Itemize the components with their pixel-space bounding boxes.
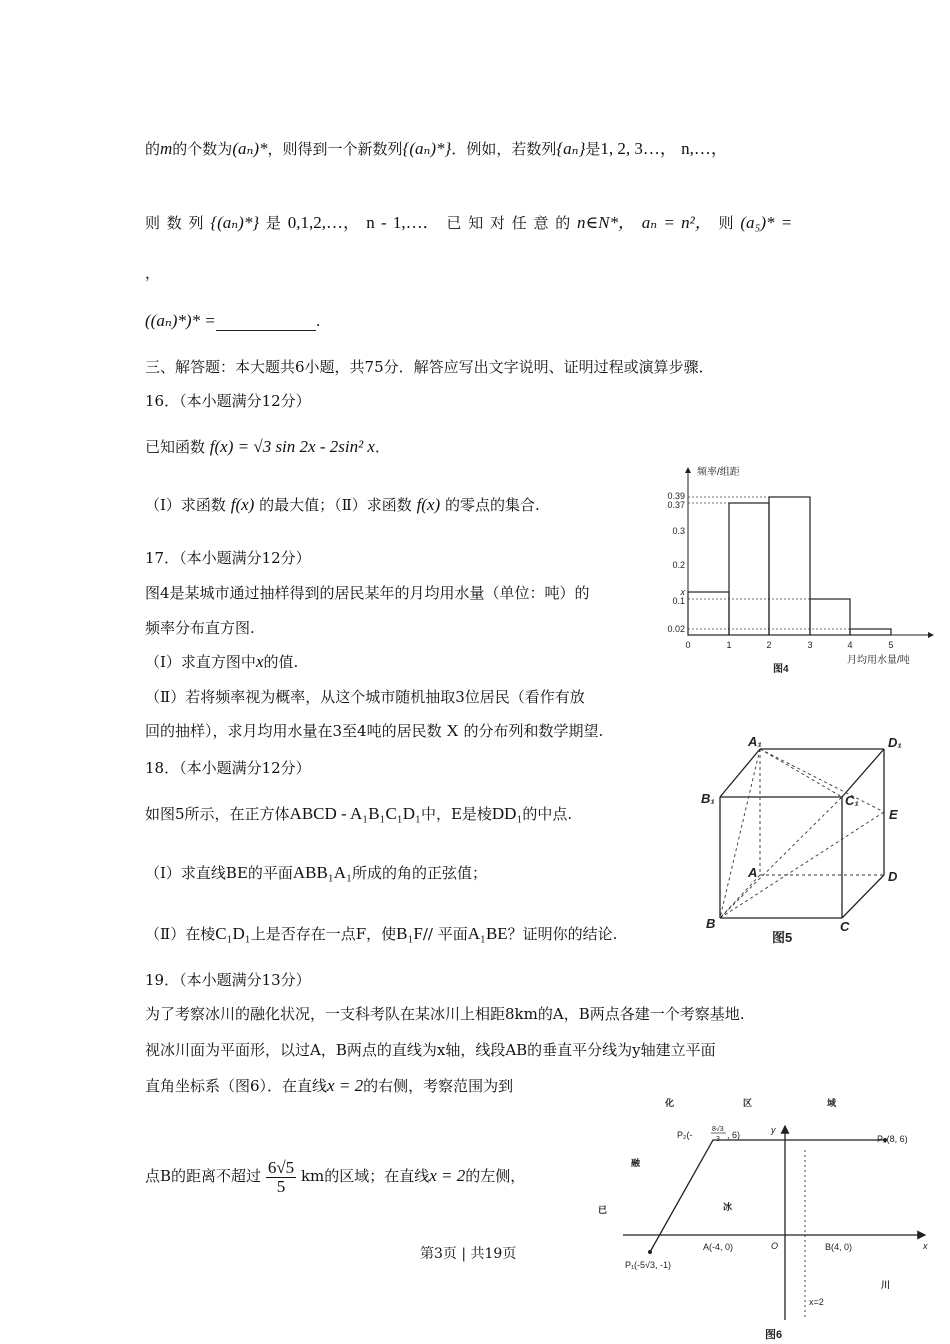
fig6-word: 已: [598, 1205, 608, 1215]
q17-part2-line2: [145, 721, 603, 741]
text: 的分布列和数学期望.: [463, 722, 604, 740]
fig4-xlabel: 月均用水量/吨: [847, 655, 910, 666]
fig6-word: 冰: [723, 1202, 733, 1212]
math: x: [255, 652, 264, 671]
text: ．: [374, 438, 390, 456]
fig6-label-p2-den: 3: [716, 1136, 720, 1143]
math: x = 2: [429, 1166, 466, 1185]
fig4-bar-4-5: [850, 629, 891, 635]
fig4-bar-1-2: [729, 503, 769, 635]
math: (a₅)* =: [740, 213, 793, 232]
label-d: D: [888, 869, 898, 884]
q19-line2: 视冰川面为平面形，以过A，B两点的直线为x轴，线段AB的垂直平分线为y轴建立平面: [145, 1041, 716, 1059]
text: // 平面: [422, 925, 468, 943]
fig6-word: 域: [827, 1098, 837, 1108]
answer-blank[interactable]: [216, 314, 316, 331]
math: {aₙ}: [556, 139, 586, 158]
fig4-bar-3-4: [810, 599, 850, 635]
label-e: E: [889, 807, 898, 822]
math: ((aₙ)*)* =: [145, 311, 216, 330]
math: aₙ = n²，: [641, 213, 712, 232]
fig4-ytick: 0.02: [667, 624, 685, 634]
q18-part2: [145, 924, 617, 944]
q17-title: 17．（本小题满分12分）: [145, 549, 311, 567]
math: f(x): [230, 495, 255, 514]
label-a: A: [748, 865, 758, 880]
math: ABCD - A₁B₁C₁D₁: [289, 804, 421, 823]
math: ABB₁A₁: [292, 863, 352, 882]
math: x = 2: [327, 1076, 364, 1095]
fraction-den: 5: [276, 1176, 286, 1196]
fig6-word: 川: [881, 1280, 891, 1290]
label-b: B: [706, 916, 716, 931]
fig4-ytick: x: [680, 587, 685, 597]
fig4-xtick: 4: [847, 640, 853, 650]
text: 上是否存在一点F，使: [250, 925, 397, 943]
text: 回的抽样），求月均用水量在3至4吨的居民数: [145, 722, 442, 740]
text: 的值.: [263, 653, 299, 671]
edge-cd: [842, 875, 884, 918]
label-b1: B₁: [701, 791, 715, 806]
fig6-label-x: x: [923, 1241, 928, 1251]
fig4-ytick: 0.2: [672, 560, 685, 570]
fig6-label-p1: P₁(-5√3, -1): [625, 1260, 671, 1270]
text: 已知函数: [145, 438, 206, 456]
math: {(aₙ)*}: [402, 139, 452, 158]
math: f(x): [416, 495, 441, 514]
math: f(x) = √3 sin 2x - 2sin² x: [209, 437, 375, 456]
fig5-caption: 图5: [772, 930, 793, 945]
text: ？证明你的结论.: [507, 925, 618, 943]
text: 的左侧，: [465, 1167, 526, 1185]
figure-6-coordinate-plane: [595, 1088, 940, 1344]
section3-header: 三、解答题：本大题共6小题，共75分．解答应写出文字说明、证明过程或演算步骤．: [145, 358, 714, 376]
math: DD₁: [491, 804, 523, 823]
q15-line3: ，: [145, 264, 161, 282]
text: 是: [585, 140, 601, 158]
text: 直角坐标系（图6）．在直线: [145, 1077, 328, 1095]
fig4-caption: 图4: [773, 664, 789, 675]
fig4-bar-2-3: [769, 497, 810, 635]
q18-line1: [145, 804, 572, 824]
fig4-xtick: 0: [685, 640, 691, 650]
fig6-label-y: y: [771, 1125, 776, 1135]
q16-given: [145, 437, 390, 457]
fig4-ylabel: 频率/组距: [697, 467, 740, 478]
fraction-num: 6√5: [267, 1157, 295, 1177]
fig6-label-b: B(4, 0): [825, 1242, 853, 1252]
fig6-word: 融: [631, 1158, 641, 1168]
text: 的个数为: [172, 140, 233, 158]
math: 1, 2, 3…， n,…，: [600, 139, 728, 158]
fig6-label-o: O: [771, 1241, 779, 1251]
fig6-label-xeq: x=2: [809, 1297, 824, 1307]
figure-4-histogram: [655, 458, 940, 680]
fig6-label-a: A(-4, 0): [703, 1242, 734, 1252]
text: ，则得到一个新数列: [267, 140, 403, 158]
text: （Ⅰ）求函数: [145, 496, 226, 514]
fig4-ytick: 0.1: [672, 596, 685, 606]
math: m: [160, 139, 173, 158]
q17-part2-line1: （Ⅱ）若将频率视为概率，从这个城市随机抽取3位居民（看作有放: [145, 688, 585, 706]
q16-title: 16．（本小题满分12分）: [145, 392, 311, 410]
figure-5-cube: [698, 735, 913, 950]
text: 点B的距离不超过: [145, 1167, 262, 1185]
text: （Ⅱ）在棱: [145, 925, 216, 943]
math: C₁D₁: [215, 924, 251, 943]
fig6-caption: 图6: [765, 1329, 783, 1341]
label-d1: D₁: [888, 735, 902, 750]
text: 则 数 列: [145, 214, 204, 232]
segment-a1e: [760, 749, 884, 812]
math: X: [446, 721, 459, 740]
math: 0,1,2,…， n - 1,…．: [287, 213, 440, 232]
text: 如图5所示，在正方体: [145, 805, 290, 823]
fig4-ytick: 0.3: [672, 526, 685, 536]
fig6-label-p2-end: , 6): [727, 1130, 741, 1140]
fig6-label-p2-num: 8√3: [712, 1126, 724, 1133]
q15-line2: [145, 213, 792, 233]
segment-be: [720, 812, 884, 918]
label-c1: C₁: [845, 793, 859, 808]
text: 中，E是棱: [420, 805, 492, 823]
segment-a1c1: [760, 749, 842, 797]
q19-title: 19．（本小题满分13分）: [145, 971, 311, 989]
page-footer: 第3页 | 共19页: [420, 1246, 517, 1262]
q16-parts: [145, 495, 540, 515]
math: (aₙ)*: [232, 139, 268, 158]
fig4-xtick: 5: [888, 640, 894, 650]
text: .: [315, 312, 321, 330]
fig4-ytick: 0.37: [667, 500, 685, 510]
q19-line4: [145, 1156, 525, 1202]
label-a1: A₁: [748, 735, 762, 749]
q15-line1: [145, 139, 728, 159]
text: 是: [265, 214, 281, 232]
q17-part1: [145, 652, 298, 672]
text: 的右侧，考察范围为到: [363, 1077, 514, 1095]
fig6-point-p1: [648, 1250, 652, 1254]
segment-a1b: [720, 749, 760, 918]
fig6-label-p2: P₂(-: [677, 1130, 693, 1140]
q17-line1: 图4是某城市通过抽样得到的居民某年的月均用水量（单位：吨）的: [145, 584, 590, 602]
q18-title: 18．（本小题满分12分）: [145, 759, 311, 777]
q17-line2: 频率分布直方图.: [145, 619, 255, 637]
text: ．例如，若数列: [451, 140, 557, 158]
text: 则: [718, 214, 734, 232]
math: {(aₙ)*}: [210, 213, 260, 232]
q15-line4: [145, 311, 321, 331]
fig6-word: 化: [665, 1098, 675, 1108]
text: 的最大值；（Ⅱ）求函数: [259, 496, 412, 514]
fraction: [266, 1159, 296, 1196]
fig6-label-p3: P₃(8, 6): [877, 1134, 908, 1144]
text: 已 知 对 任 意 的: [446, 214, 571, 232]
text: 的中点.: [522, 805, 573, 823]
text: 所成的角的正弦值；: [352, 864, 488, 882]
label-c: C: [840, 919, 850, 934]
fig4-xtick: 3: [807, 640, 813, 650]
q19-line1: 为了考察冰川的融化状况，一支科考队在某冰川上相距8km的A，B两点各建一个考察基地.: [145, 1005, 745, 1023]
text: 的零点的集合.: [444, 496, 540, 514]
segment-bc1: [720, 797, 842, 918]
math: B₁F: [396, 924, 423, 943]
fig4-ytick: 0.39: [667, 491, 685, 501]
fig4-xtick: 2: [766, 640, 772, 650]
edge-c1d1: [842, 749, 884, 797]
q19-line3: [145, 1076, 513, 1096]
text: 的: [145, 140, 161, 158]
fig4-xtick: 1: [726, 640, 732, 650]
math: n∈N*，: [577, 213, 635, 232]
fig4-bar-0-1: [688, 592, 729, 635]
text: （Ⅰ）求直方图中: [145, 653, 256, 671]
text: （Ⅰ）求直线BE的平面: [145, 864, 293, 882]
math: A₁BE: [467, 924, 508, 943]
fig6-word: 区: [743, 1098, 753, 1108]
text: km的区域；在直线: [300, 1167, 430, 1185]
q18-part1: [145, 863, 487, 883]
